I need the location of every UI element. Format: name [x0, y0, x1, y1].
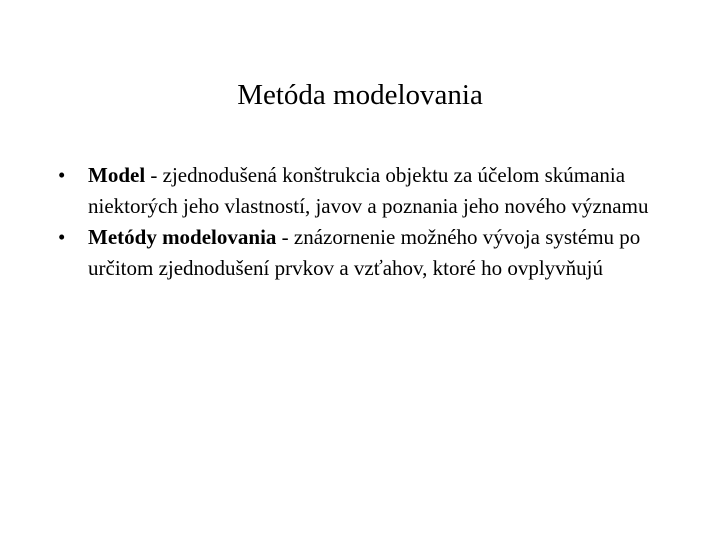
bullet-item-metody [58, 222, 668, 284]
bullet-marker: • [58, 225, 66, 249]
bullet-marker: • [58, 163, 66, 187]
slide-title: Metóda modelovania [237, 79, 483, 111]
bullet-item-model [58, 160, 668, 222]
bullet-text: - znázornenie možného vývoja systému po určitom zjednodušení prvkov a vzťahov, ktoré ho ovplyvňujú [88, 225, 641, 280]
bullet-text: - zjednodušená konštrukcia objektu za účelom skúmania niektorých jeho vlastností, javov a poznania jeho nového významu [88, 163, 649, 218]
bullet-term: Metódy modelovania [88, 225, 277, 249]
bullet-term: Model [88, 163, 146, 187]
bullet-list [58, 160, 668, 284]
